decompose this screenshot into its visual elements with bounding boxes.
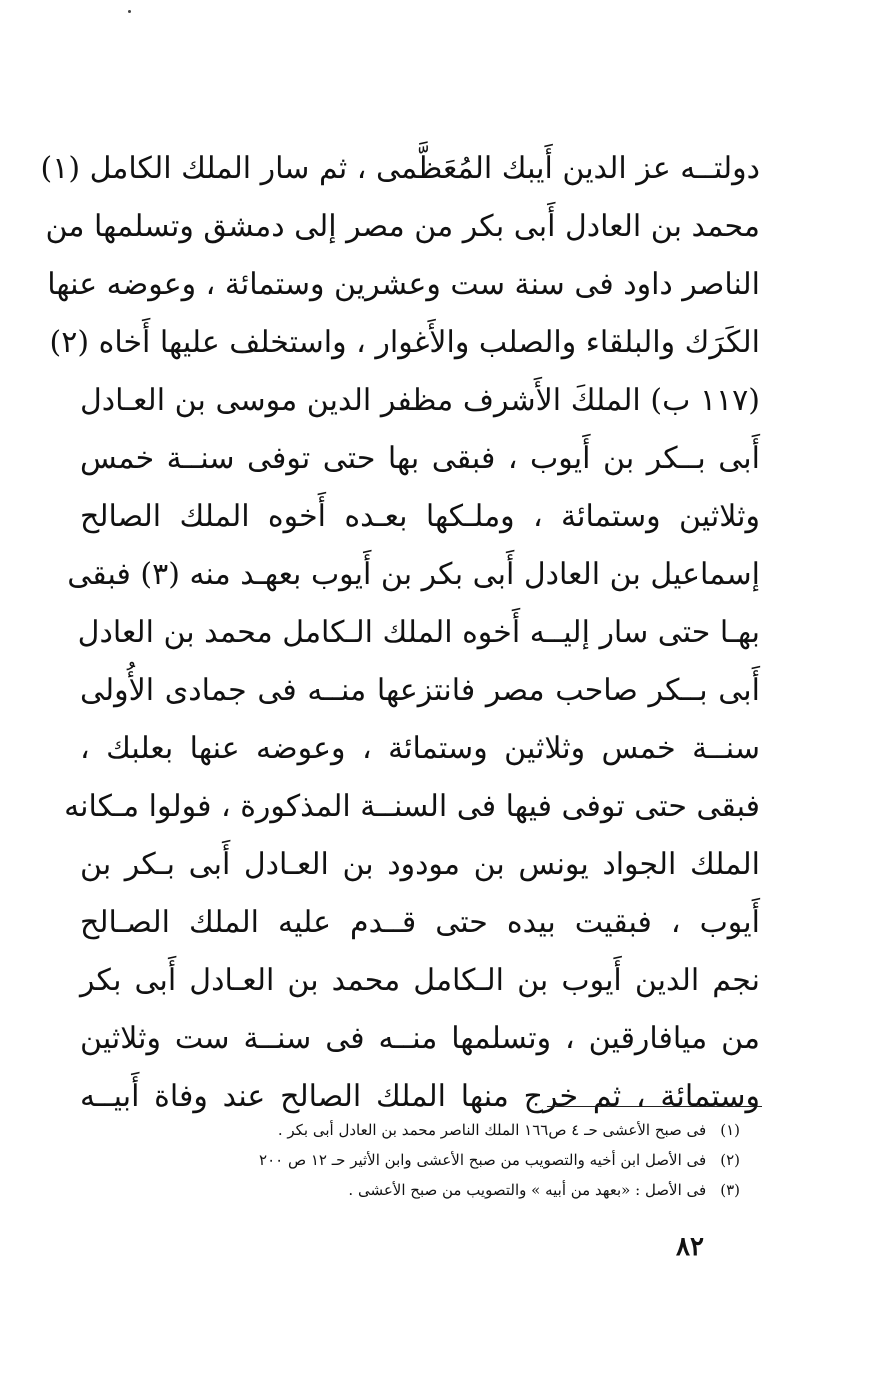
footnote-divider xyxy=(547,1106,762,1107)
text-line: (١١٧ ب) الملكَ الأَشرف مظفر الدين موسى بن العـادل xyxy=(80,383,760,418)
page-number: ٨٢ xyxy=(676,1232,704,1262)
footnote-3 xyxy=(210,1175,740,1205)
text-line: وثلاثين وستمائة ، وملـكها بعـده أَخوه الملك الصالح xyxy=(80,499,760,534)
footnotes-block xyxy=(210,1115,740,1205)
text-line: سنــة خمس وثلاثين وستمائة ، وعوضه عنها بعلبك ، xyxy=(80,731,760,766)
text-line: بهـا حتى سار إليــه أَخوه الملك الـكامل محمد بن العادل xyxy=(77,615,760,650)
text-line: إسماعيل بن العادل أَبى بكر بن أَيوب بعهـد منه (٣) فبقى xyxy=(67,557,760,592)
text-line: الناصر داود فى سنة ست وعشرين وستمائة ، وعوضه عنها xyxy=(47,267,760,302)
text-line: دولتــه عز الدين أَيبك المُعَظَّمى ، ثم سار الملك الكامل (١) xyxy=(40,151,760,186)
footnote-1 xyxy=(210,1115,740,1145)
footnote-number: (٢) xyxy=(720,1151,740,1169)
footnote-number: (٣) xyxy=(720,1181,740,1199)
text-line: محمد بن العادل أَبى بكر من مصر إلى دمشق وتسلمها من xyxy=(45,209,760,244)
footnote-number: (١) xyxy=(720,1121,740,1139)
footnote-text: فى صبح الأعشى حـ ٤ ص١٦٦ الملك الناصر محمد بن العادل أبى بكر . xyxy=(277,1121,707,1139)
text-line: أَبى بــكر صاحب مصر فانتزعها منــه فى جمادى الأُولى xyxy=(80,673,760,708)
text-line: الملك الجواد يونس بن مودود بن العـادل أَبى بـكر بن xyxy=(80,847,760,882)
footnote-text: فى الأصل ابن أخيه والتصويب من صبح الأعشى وابن الأثير حـ ١٢ ص ٢٠٠ xyxy=(259,1151,707,1169)
text-line: أَبى بــكر بن أَيوب ، فبقى بها حتى توفى سنــة خمس xyxy=(80,441,760,476)
footnote-2 xyxy=(210,1145,740,1175)
text-line: فبقى حتى توفى فيها فى السنــة المذكورة ، فولوا مـكانه xyxy=(64,789,760,824)
main-text-block xyxy=(40,140,760,1126)
page-mark xyxy=(128,10,131,13)
text-line: من ميافارقين ، وتسلمها منــه فى سنــة ست وثلاثين xyxy=(80,1021,760,1056)
footnote-text: فى الأصل : «بعهد من أبيه » والتصويب من صبح الأعشى . xyxy=(348,1181,707,1199)
text-line: الكَرَك والبلقاء والصلب والأَغوار ، واستخلف عليها أَخاه (٢) xyxy=(49,325,760,360)
text-line: نجم الدين أَيوب بن الـكامل محمد بن العـادل أَبى بكر xyxy=(80,963,760,998)
text-line: أَيوب ، فبقيت بيده حتى قــدم عليه الملك الصـالح xyxy=(80,905,760,940)
text-line: وستمائة ، ثم خرج منها الملك الصالح عند وفاة أَبيــه xyxy=(80,1079,760,1114)
